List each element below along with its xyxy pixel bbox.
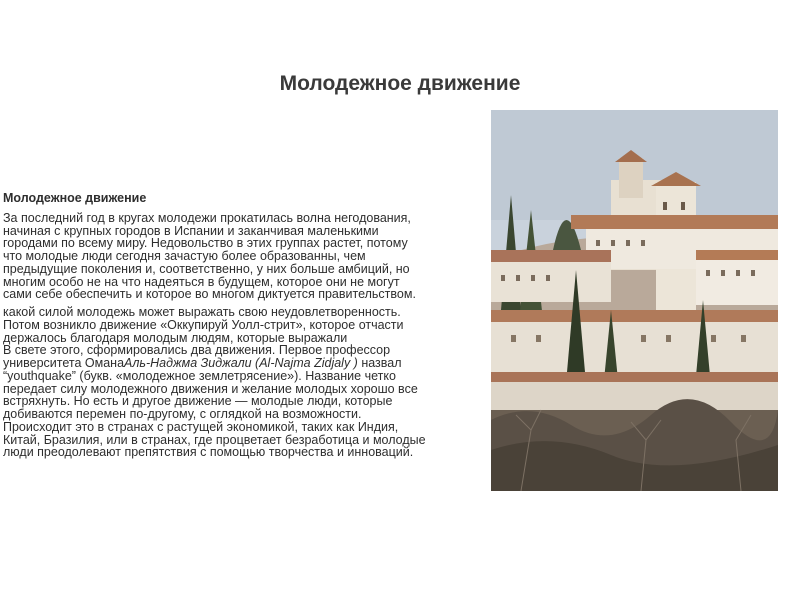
paragraph-3-start: В свете этого, сформировались два движения. Первое профессор университета Омана — [3, 343, 391, 370]
paragraph-3-end: назвал “youthquake” (букв. «молодежное землетрясение»). Название четко передает силу молодежного движения и желание молодых хорошо все встряхнуть. Но есть и другое движение — молодые люди, которые добиваются перемен по-другому, с оглядкой на возможности. Происходит это в странах с растущей экономикой, таких как Индия, Китай, Бразилия, или в странах, где процветает безработица и молодые люди преодолевают препятствия с помощью творчества и инноваций. — [3, 356, 426, 460]
city-photo — [491, 110, 778, 491]
paragraph-3 — [3, 344, 428, 459]
body-heading: Молодежное движение — [3, 191, 147, 205]
slide-title: Молодежное движение — [279, 72, 521, 95]
professor-name: Аль-Наджма Зиджали (Al-Najma Zidjaly ) — [124, 356, 358, 370]
body-text — [3, 192, 428, 464]
city-photo-illustration — [491, 110, 778, 491]
paragraph-2: какой силой молодежь может выражать свою неудовлетворенность. Потом возникло движение «Оккупируй Уолл-стрит», которое отчасти держалось благодаря молодым людям, которые выражали — [3, 305, 404, 345]
paragraph-1: За последний год в кругах молодежи прокатилась волна негодования, начиная с крупных городов в Испании и заканчивая маленькими городами по всему миру. Недовольство в этих группах растет, потому что молодые люди сегодня зачастую более образованны, чем предыдущие поколения и, соответственно, у них больше амбиций, но многим особо не на что надеяться в будущем, которое они не могут сами себе обеспечить и которое во многом диктуется правительством. — [3, 210, 416, 302]
